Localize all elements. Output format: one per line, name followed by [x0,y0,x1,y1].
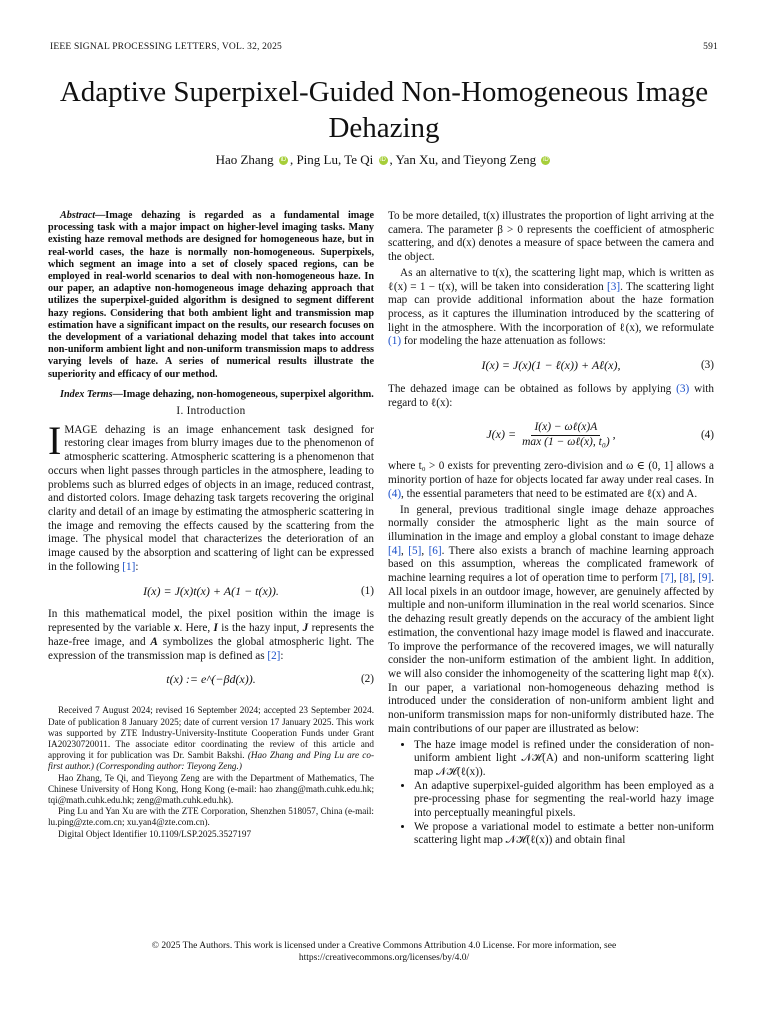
index-terms-label: Index Terms [60,388,113,400]
citation-link[interactable]: [1] [122,560,136,573]
citation-link[interactable]: [5] [408,544,422,557]
citation-link[interactable]: [9] [698,572,712,585]
left-column [48,210,374,840]
list-item: • An adaptive superpixel-guided algorithm has been employed as a pre-processing phase for segmenting the real-world hazy image into perceptually meaningful pixels. [414,780,714,821]
equation-number: (3) [700,359,714,372]
abstract-text: —Image dehazing is regarded as a fundamental image processing task with a major impact on higher-level imaging tasks. Many existing haze removal methods are designed for homogeneous haze, but in real-world cases, the haze is normally non-homogeneous. Superpixels, which segment an image into a set of closely spaced regions, can be employed in real-world scenarios to deal with non-homogeneous haze. In our paper, an adaptive non-homogeneous image dehazing approach that utilizes the superpixel-guided algorithm is designed to segment different hazy regions. Considering that both ambient light and transmission map estimation have a significant impact on the results, our research focuses on the development of a variational dehazing model that takes into account non-uniform ambient light and non-uniform transmission maps to address varying levels of haze. A series of numerical results illustrate the superiority and efficacy of our method. [48,210,374,380]
license-notice [50,940,718,964]
abstract-label: Abstract [60,210,96,221]
fraction [519,421,613,449]
footnotes [48,705,374,839]
equation-number: (2) [360,673,374,686]
footnote-doi: Digital Object Identifier 10.1109/LSP.2025.3527197 [58,828,252,839]
index-terms-text: —Image dehazing, non-homogeneous, superpixel algorithm. [112,388,374,400]
orcid-icon[interactable]: iD [380,157,386,163]
right-column [388,210,714,848]
journal-header: IEEE SIGNAL PROCESSING LETTERS, VOL. 32, 2025 [50,42,282,52]
equation-body: I(x) = J(x)(1 − ℓ(x)) + Aℓ(x), [481,358,621,373]
equation-2 [48,669,374,691]
body-paragraph: To be more detailed, t(x) illustrates the proportion of light arriving at the camera. The parameter β > 0 represents the coefficient of atmospheric scattering, and d(x) denotes a measure of space between the camera and the object. [388,210,714,264]
citation-link[interactable]: [8] [679,572,693,585]
footnote-received: Received 7 August 2024; revised 16 September 2024; accepted 23 September 2024. Date of publication 8 January 2025; date of current version 17 January 2025. This work was supported by ZTE Industry-University-Institute Cooperation Funds under Grant IA20230720011. The associate editor coordinating the review of this article and approving it for publication was Dr. Sambit Bakshi. (Hao Zhang and Ping Lu are co-first author.) (Corresponding author: Tieyong Zeng.) [48,705,375,772]
citation-link[interactable]: [2] [267,649,281,662]
author-name: Hao Zhang [215,152,274,167]
body-paragraph: The dehazed image can be obtained as follows by applying (3) with regard to ℓ(x): [388,383,715,409]
author-list [50,152,718,168]
citation-link[interactable]: [7] [660,572,674,585]
abstract [48,210,374,381]
list-item: • We propose a variational model to estimate a better non-uniform scattering light map 𝒩ℋ(ℓ(x)) and obtain final [414,821,714,848]
index-terms [48,389,374,401]
equation-link[interactable]: (1) [388,335,402,348]
footnote-affiliation: Ping Lu and Yan Xu are with the ZTE Corporation, Shenzhen 518057, China (e-mail: lu.ping@zte.com.cn; xu.yan4@zte.com.cn). [48,806,374,828]
equation-number: (4) [700,428,714,441]
equation-1 [48,580,374,602]
equation-number: (1) [360,584,374,597]
section-heading: I. Introduction [176,405,246,418]
drop-cap: I [48,417,62,463]
numerator: I(x) − ωℓ(x)A [531,421,600,436]
contribution-list [388,739,714,849]
citation-link[interactable]: [3] [607,280,621,293]
equation-body: J(x) = $\frac{\text{I(x) − ωℓ(x)A}}{\text{max (1 − ωℓ(x), t₀)}}$ , [486,421,616,448]
license-link[interactable]: https://creativecommons.org/licenses/by/4.0/ [298,953,470,963]
body-paragraph: where t₀ > 0 exists for preventing zero-division and ω ∈ (0, 1] allows a minority portion of haze for objects located far away under real cases. In (4), the essential parameters that need to be estimated are ℓ(x) and A. [388,460,714,500]
author-name: , Ping Lu, Te Qi [289,152,374,167]
equation-4 [388,416,714,454]
page-number: 591 [703,42,718,52]
license-text: © 2025 The Authors. This work is licensed under a Creative Commons Attribution 4.0 License. For more information, see [151,941,617,951]
orcid-icon[interactable]: iD [543,157,549,163]
orcid-icon[interactable]: iD [280,157,287,163]
body-paragraph: In general, previous traditional single image dehaze approaches normally consider the atmospheric light as the main source of illumination in the image and employ a global constant to image dehaze [4], [5], [6]. There also exists a branch of machine learning approach based on this assumption, whereas the complicated framework of machine learning requires a lot of operation time to perform [7], [8], [9]. All local pixels in an outdoor image, however, are genuinely affected by multiple and non-uniform illumination in the real world scenarios. Since the dehazing result greatly depends on the accuracy of the ambient light estimation, the conventional hazy image model is flawed and inaccurate. To improve the performance of the recovered images, we will naturally consider the non-uniform estimation of the ambient light. In addition, we will also consider the inhomogeneity of the scattering light map ℓ(x). In our paper, a variational non-homogeneous dehazing method is introduced under the consideration of non-uniform ambient light and non-uniform transmission maps for non-uniformly distributed haze. The main contributions of our paper are illustrated as below: [388,503,715,735]
list-item: • The haze image model is refined under the consideration of non-uniform ambient light 𝒩ℋ(A) and non-uniform scattering light map 𝒩ℋ(ℓ(x)). [414,739,714,780]
equation-link[interactable]: (4) [388,487,402,500]
equation-link[interactable]: (3) [676,383,690,396]
paper-title: Adaptive Superpixel-Guided Non-Homogeneous Image Dehazing [59,76,709,144]
body-paragraph: As an alternative to t(x), the scattering light map, which is written as ℓ(x) = 1 − t(x), will be taken into consideration [3]. The scattering light map can provide additional information about the haze formation process, as it captures the illumination introduced by the scattering of light in the atmosphere. With the incorporation of ℓ(x), we reformulate (1) for modeling the haze attenuation as follows: [388,266,714,348]
denominator: max (1 − ωℓ(x), t₀) [522,435,610,448]
section-title: Introduction [186,405,246,418]
equation-body: I(x) = J(x)t(x) + A(1 − t(x)). [143,583,279,598]
equation-body: t(x) := e^(−βd(x)). [166,672,256,687]
footnote-affiliation: Hao Zhang, Te Qi, and Tieyong Zeng are with the Department of Mathematics, The Chinese University of Hong Kong, Hong Kong (e-mail: hao zhang@math.cuhk.edu.hk; tqi@math.cuhk.edu.hk; zeng@math.cuhk.edu.hk). [48,772,374,805]
citation-link[interactable]: [6] [428,544,442,557]
author-name: , Yan Xu, and Tieyong Zeng [389,152,537,167]
intro-paragraph: IMAGE dehazing is an image enhancement task designed for restoring clear images from blurry images due to the phenomenon of atmospheric scattering. Atmospheric scattering is a phenomenon that occurs when light passes through particles in the atmosphere, leading to problems such as blurred edges of objects in an image, reduced contrast, and distorted colors. Image dehazing task targets recovering the original clarity and detail of an image by estimating the atmospheric scattering in the image and removing the effects caused by the scattering from the image. The physical model that characterizes the deterioration of an image caused by the absorption and scattering of light can be expressed in the following [1]: [48,417,374,573]
citation-link[interactable]: [4] [388,544,402,557]
model-paragraph: In this mathematical model, the pixel position within the image is represented by the variable x. Here, I is the hazy input, J represents the haze-free image, and A symbolizes the global atmospheric light. The expression of the transmission map is defined as [2]: [48,608,374,662]
equation-3 [388,355,714,377]
